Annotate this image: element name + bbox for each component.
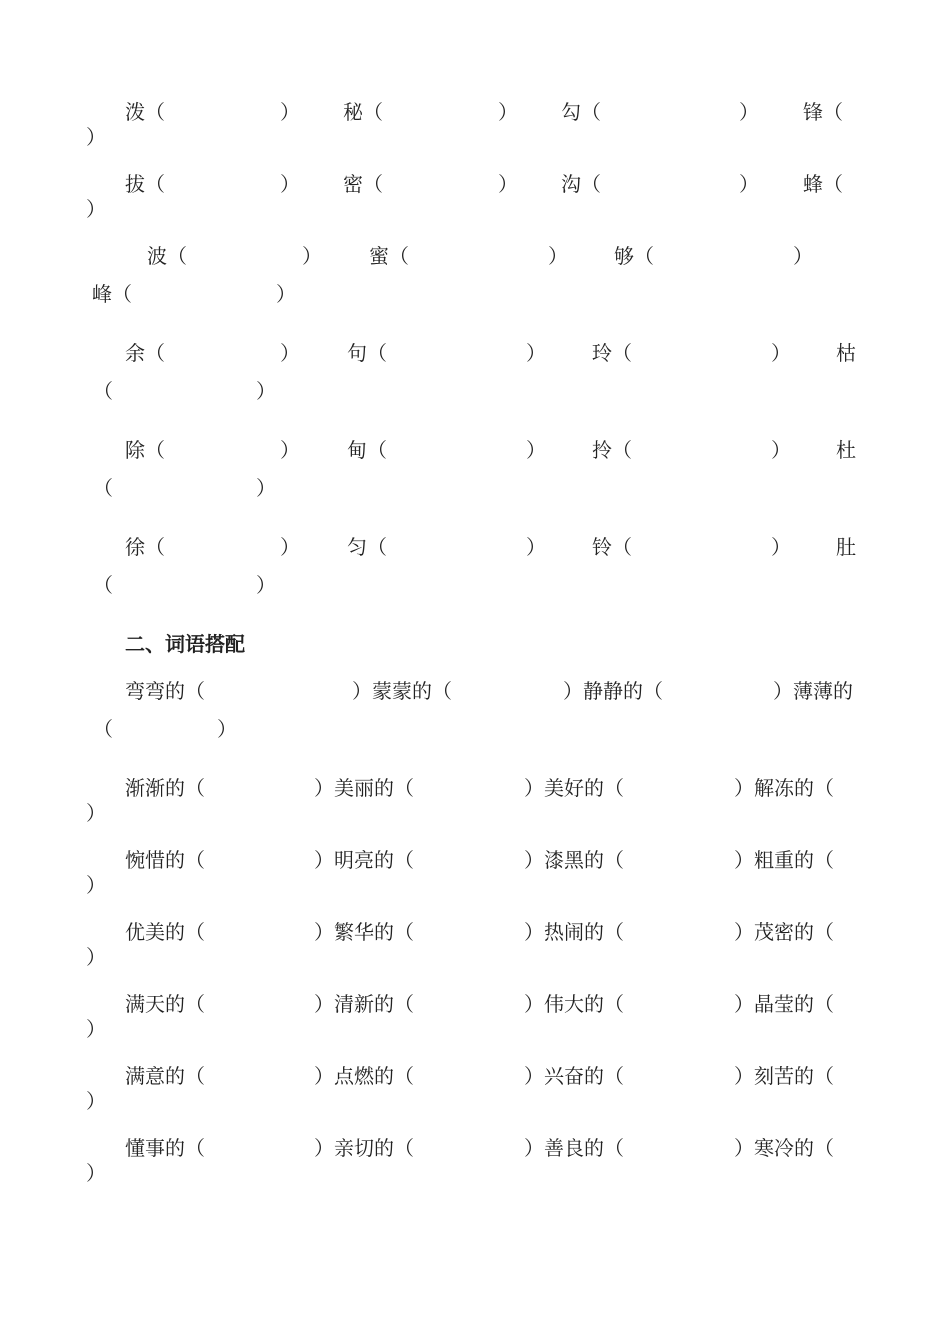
- char-cell: 枯: [836, 341, 856, 365]
- word-cell: ）热闹的（: [524, 920, 624, 944]
- paren-close: ）: [771, 535, 791, 559]
- char-cell: 拎（: [592, 438, 632, 462]
- paren-close: ）: [256, 573, 276, 597]
- char-cell: 够（: [614, 244, 654, 268]
- paren-open: （: [93, 717, 113, 741]
- paren-close: ）: [86, 1089, 106, 1113]
- word-cell: 满意的（: [125, 1064, 205, 1088]
- word-row-7-continuation: [0, 1158, 950, 1188]
- paren-close: ）: [86, 945, 106, 969]
- char-cell: 拔（: [125, 172, 165, 196]
- word-cell: 优美的（: [125, 920, 205, 944]
- paren-close: ）: [793, 244, 813, 268]
- word-cell: ）薄薄的: [773, 679, 853, 703]
- paren-close: ）: [526, 535, 546, 559]
- char-cell: 铃（: [592, 535, 632, 559]
- paren-close: ）: [256, 379, 276, 403]
- char-cell: 勾（: [561, 100, 601, 124]
- char-row-3-continuation: [0, 279, 950, 309]
- paren-close: ）: [86, 125, 106, 149]
- char-cell: 沟（: [561, 172, 601, 196]
- word-cell: 惋惜的（: [125, 848, 205, 872]
- paren-close: ）: [86, 873, 106, 897]
- word-row-1-continuation: [0, 714, 950, 744]
- char-cell: 波（: [147, 244, 187, 268]
- paren-close: ）: [548, 244, 568, 268]
- char-row-5-continuation: [0, 473, 950, 503]
- word-row-3-continuation: [0, 870, 950, 900]
- paren-close: ）: [739, 100, 759, 124]
- paren-close: ）: [256, 476, 276, 500]
- paren-close: ）: [498, 100, 518, 124]
- word-cell: ）善良的（: [524, 1136, 624, 1160]
- word-row-2-continuation: [0, 798, 950, 828]
- paren-close: ）: [498, 172, 518, 196]
- char-cell: 秘（: [343, 100, 383, 124]
- word-cell: 渐渐的（: [125, 776, 205, 800]
- paren-close: ）: [86, 801, 106, 825]
- paren-close: ）: [280, 535, 300, 559]
- paren-close: ）: [526, 438, 546, 462]
- word-cell: 满天的（: [125, 992, 205, 1016]
- paren-close: ）: [771, 438, 791, 462]
- char-cell: 泼（: [125, 100, 165, 124]
- paren-close: ）: [280, 172, 300, 196]
- word-cell: ）解冻的（: [734, 776, 834, 800]
- paren-open: （: [93, 573, 113, 597]
- char-row-2-continuation: [0, 194, 950, 224]
- word-cell: ）寒冷的（: [734, 1136, 834, 1160]
- word-cell: ）美好的（: [524, 776, 624, 800]
- word-cell: ）漆黑的（: [524, 848, 624, 872]
- char-cell: 除（: [125, 438, 165, 462]
- word-cell: ）蒙蒙的（: [352, 679, 452, 703]
- word-cell: 懂事的（: [125, 1136, 205, 1160]
- char-cell: 锋（: [803, 100, 843, 124]
- char-cell: 甸（: [347, 438, 387, 462]
- char-cell: 徐（: [125, 535, 165, 559]
- char-cell: 玲（: [592, 341, 632, 365]
- paren-close: ）: [739, 172, 759, 196]
- word-cell: ）刻苦的（: [734, 1064, 834, 1088]
- paren-close: ）: [217, 717, 237, 741]
- paren-close: ）: [280, 438, 300, 462]
- paren-close: ）: [771, 341, 791, 365]
- section-heading: 二、词语搭配: [125, 632, 245, 656]
- paren-close: ）: [86, 1161, 106, 1185]
- char-cell: 杜: [836, 438, 856, 462]
- word-cell: 弯弯的（: [125, 679, 205, 703]
- word-row-4-continuation: [0, 942, 950, 972]
- word-cell: ）繁华的（: [314, 920, 414, 944]
- word-row-6-continuation: [0, 1086, 950, 1116]
- char-cell: 峰（: [92, 282, 132, 306]
- word-cell: ）点燃的（: [314, 1064, 414, 1088]
- word-cell: ）茂密的（: [734, 920, 834, 944]
- char-row-6: [0, 532, 950, 562]
- paren-close: ）: [86, 1017, 106, 1041]
- char-row-6-continuation: [0, 570, 950, 600]
- char-cell: 句（: [347, 341, 387, 365]
- word-cell: ）亲切的（: [314, 1136, 414, 1160]
- paren-close: ）: [276, 282, 296, 306]
- char-cell: 密（: [343, 172, 383, 196]
- char-cell: 蜂（: [803, 172, 843, 196]
- word-cell: ）粗重的（: [734, 848, 834, 872]
- paren-close: ）: [280, 341, 300, 365]
- paren-open: （: [93, 476, 113, 500]
- char-cell: 蜜（: [369, 244, 409, 268]
- word-cell: ）静静的（: [563, 679, 663, 703]
- char-cell: 肚: [836, 535, 856, 559]
- char-cell: 匀（: [347, 535, 387, 559]
- char-row-4: [0, 338, 950, 368]
- word-cell: ）明亮的（: [314, 848, 414, 872]
- char-row-3: [0, 241, 950, 271]
- word-row-1: [0, 676, 950, 706]
- word-cell: ）清新的（: [314, 992, 414, 1016]
- word-cell: ）晶莹的（: [734, 992, 834, 1016]
- word-row-5-continuation: [0, 1014, 950, 1044]
- char-cell: 余（: [125, 341, 165, 365]
- char-row-5: [0, 435, 950, 465]
- paren-close: ）: [302, 244, 322, 268]
- paren-close: ）: [280, 100, 300, 124]
- paren-close: ）: [86, 197, 106, 221]
- word-cell: ）伟大的（: [524, 992, 624, 1016]
- word-cell: ）美丽的（: [314, 776, 414, 800]
- paren-close: ）: [526, 341, 546, 365]
- word-cell: ）兴奋的（: [524, 1064, 624, 1088]
- char-row-1-continuation: [0, 122, 950, 152]
- paren-open: （: [93, 379, 113, 403]
- char-row-4-continuation: [0, 376, 950, 406]
